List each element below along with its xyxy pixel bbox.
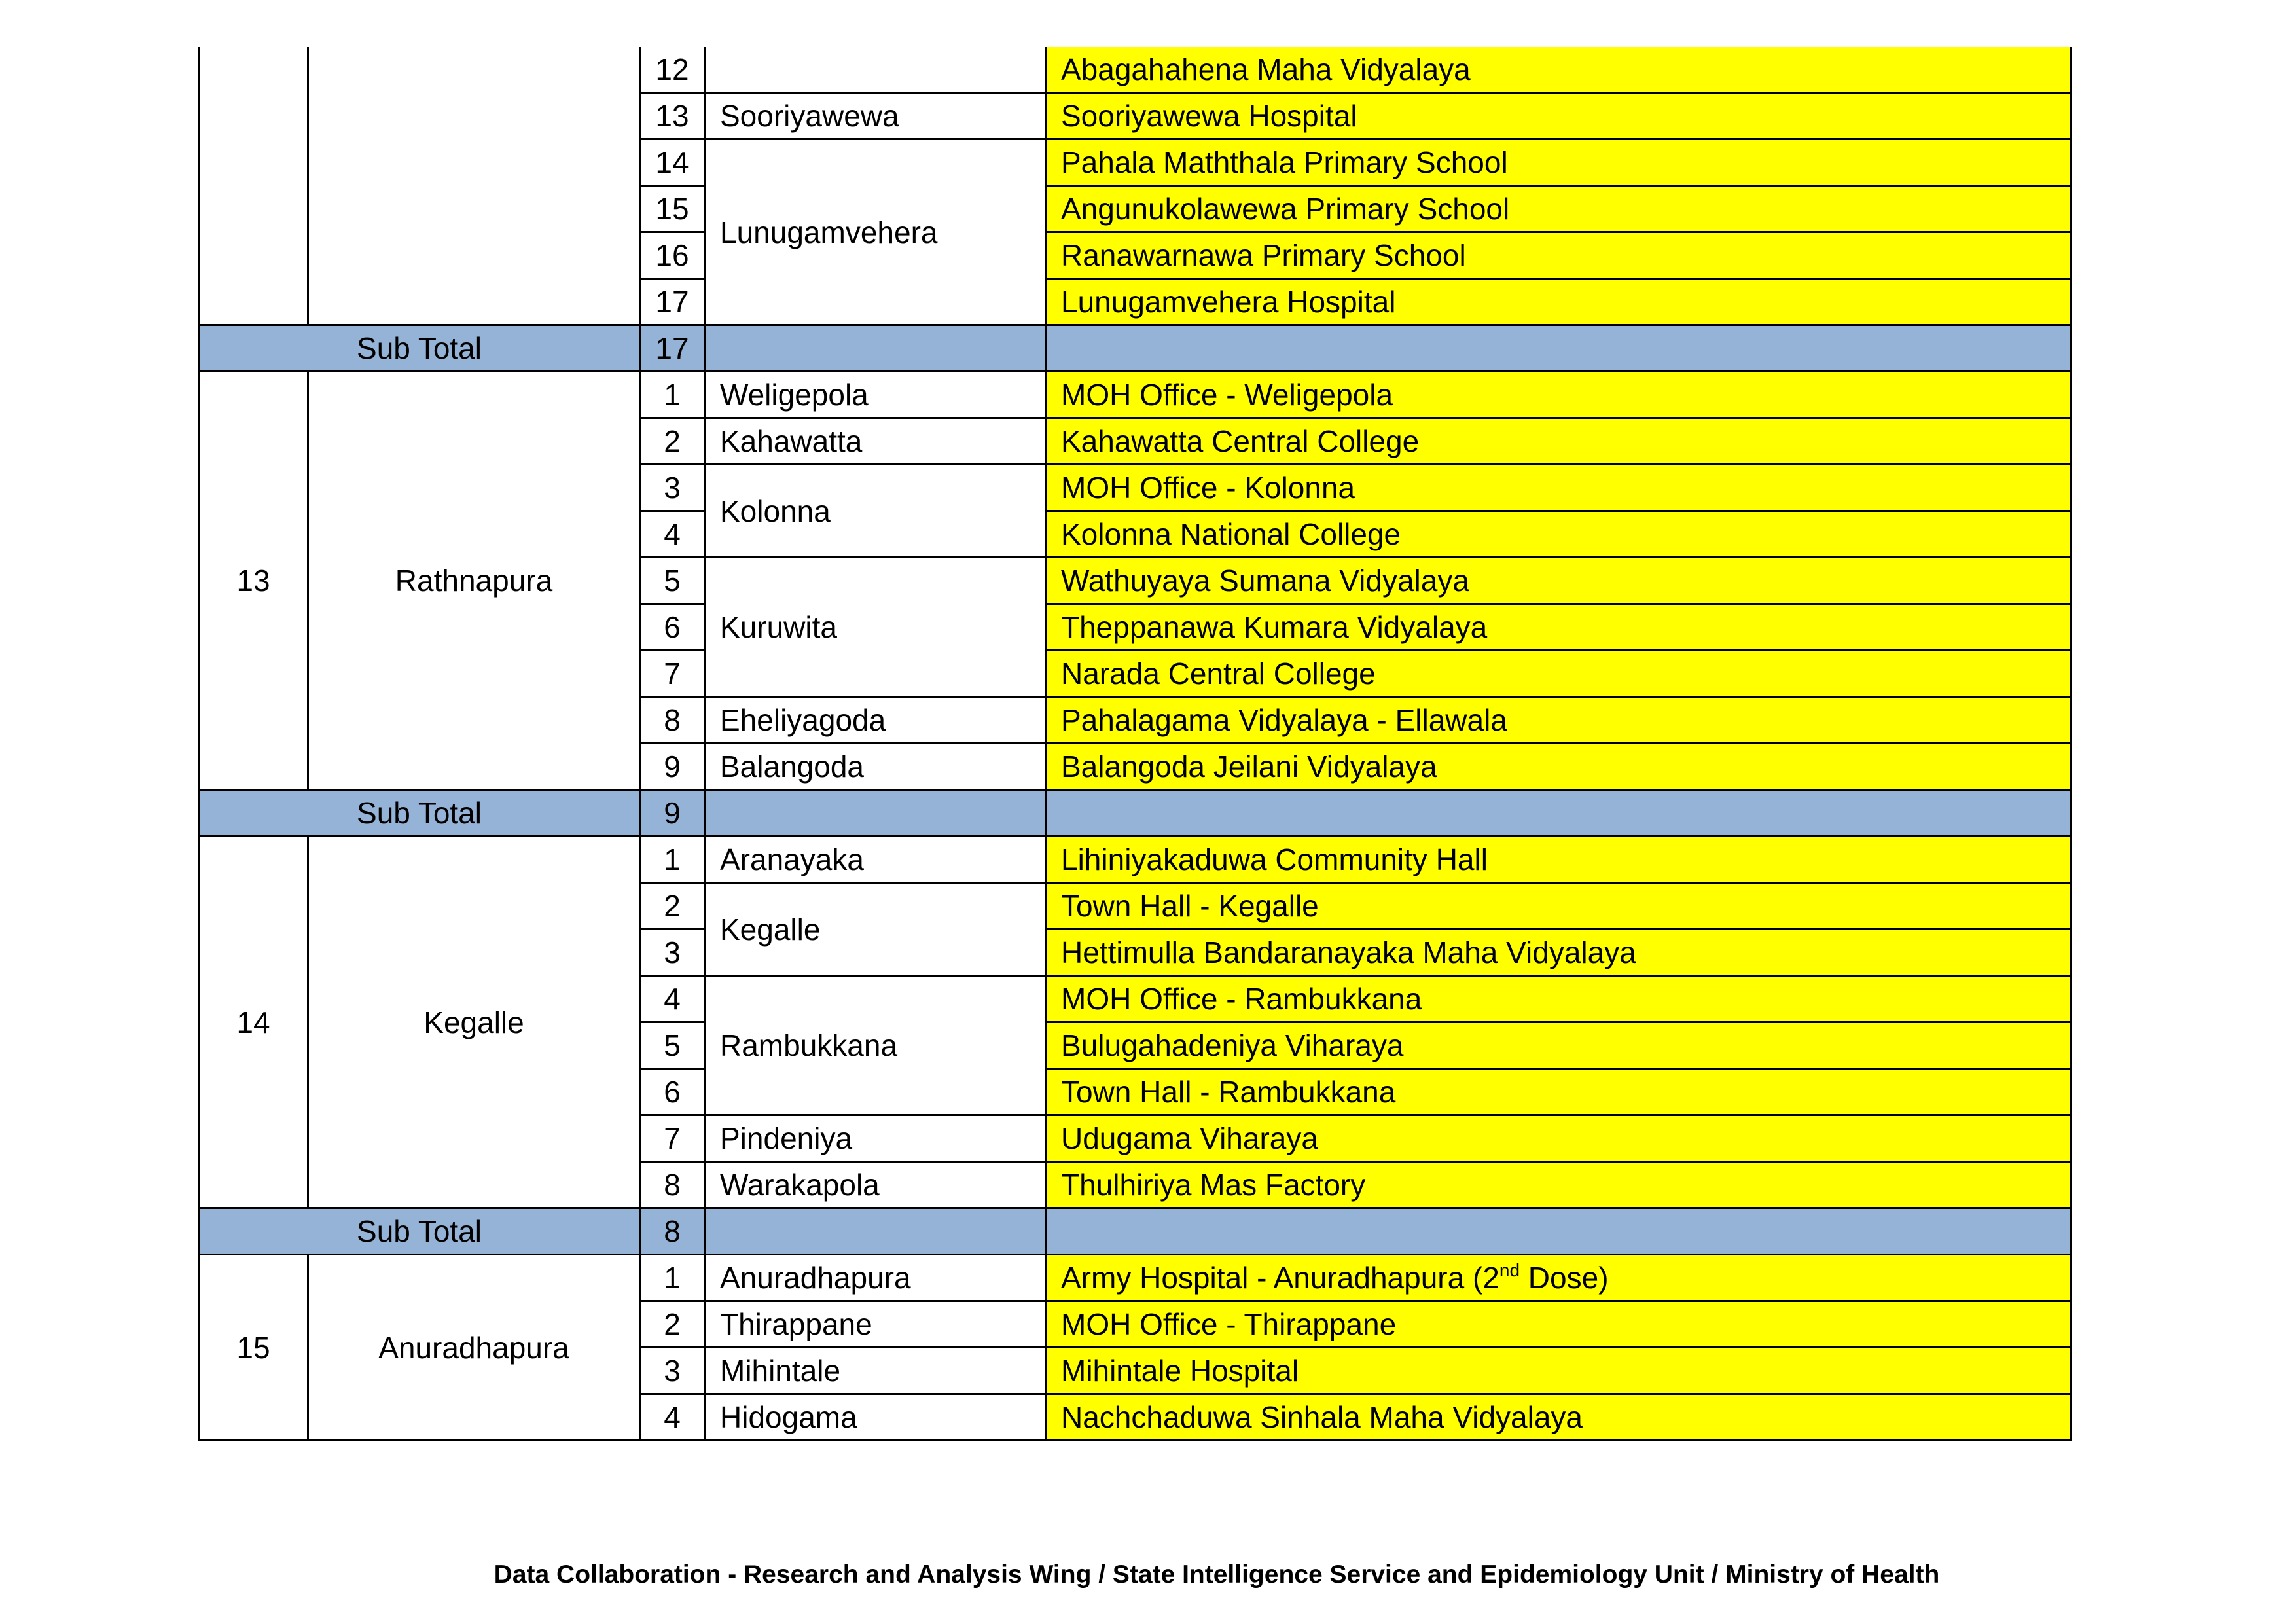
center-text: Army Hospital - Anuradhapura (2: [1061, 1261, 1499, 1295]
row-number: 7: [640, 1115, 705, 1162]
vaccination-center: Udugama Viharaya: [1046, 1115, 2071, 1162]
ordinal-suffix: nd: [1499, 1260, 1520, 1280]
moh-area: [705, 47, 1046, 93]
vaccination-centers-table: [198, 47, 2072, 1441]
row-number: 12: [640, 47, 705, 93]
vaccination-center: Kolonna National College: [1046, 511, 2071, 558]
subtotal-empty: [705, 325, 1046, 372]
subtotal-label: Sub Total: [199, 325, 640, 372]
vaccination-center: Theppanawa Kumara Vidyalaya: [1046, 604, 2071, 651]
moh-area: Balangoda: [705, 744, 1046, 790]
vaccination-center: [1046, 1255, 2071, 1301]
vaccination-center: Abagahahena Maha Vidyalaya: [1046, 47, 2071, 93]
moh-area: Aranayaka: [705, 837, 1046, 883]
vaccination-center: Hettimulla Bandaranayaka Maha Vidyalaya: [1046, 929, 2071, 976]
district-name: Kegalle: [308, 837, 640, 1208]
table-row: [199, 837, 2071, 883]
subtotal-empty: [705, 1208, 1046, 1255]
table-row: [199, 372, 2071, 418]
moh-area: Kahawatta: [705, 418, 1046, 465]
row-number: 13: [640, 93, 705, 139]
row-number: 2: [640, 418, 705, 465]
row-number: 15: [640, 186, 705, 232]
row-number: 14: [640, 139, 705, 186]
district-name: Rathnapura: [308, 372, 640, 790]
moh-area: Kolonna: [705, 465, 1046, 558]
vaccination-center: MOH Office - Thirappane: [1046, 1301, 2071, 1348]
moh-area: Sooriyawewa: [705, 93, 1046, 139]
subtotal-value: 8: [640, 1208, 705, 1255]
moh-area: Eheliyagoda: [705, 697, 1046, 744]
moh-area: Hidogama: [705, 1394, 1046, 1441]
row-number: 7: [640, 651, 705, 697]
row-number: 1: [640, 837, 705, 883]
district-name: Anuradhapura: [308, 1255, 640, 1441]
row-number: 17: [640, 279, 705, 325]
page-footer: Data Collaboration - Research and Analysis Wing / State Intelligence Service and Epidemiology Unit / Ministry of Health: [493, 1561, 1940, 1589]
vaccination-center: MOH Office - Kolonna: [1046, 465, 2071, 511]
moh-area: Kegalle: [705, 883, 1046, 976]
vaccination-center: Narada Central College: [1046, 651, 2071, 697]
row-number: 8: [640, 1162, 705, 1208]
district-number: 15: [199, 1255, 308, 1441]
subtotal-value: 9: [640, 790, 705, 837]
row-number: 6: [640, 604, 705, 651]
vaccination-center: Pahalagama Vidyalaya - Ellawala: [1046, 697, 2071, 744]
vaccination-center: Angunukolawewa Primary School: [1046, 186, 2071, 232]
table-row: [199, 1255, 2071, 1301]
vaccination-center: Town Hall - Rambukkana: [1046, 1069, 2071, 1115]
row-number: 3: [640, 929, 705, 976]
row-number: 4: [640, 511, 705, 558]
subtotal-empty: [1046, 790, 2071, 837]
moh-area: Anuradhapura: [705, 1255, 1046, 1301]
vaccination-center: MOH Office - Weligepola: [1046, 372, 2071, 418]
row-number: 1: [640, 1255, 705, 1301]
vaccination-center: Sooriyawewa Hospital: [1046, 93, 2071, 139]
row-number: 1: [640, 372, 705, 418]
subtotal-row: [199, 325, 2071, 372]
moh-area: Rambukkana: [705, 976, 1046, 1115]
subtotal-empty: [1046, 1208, 2071, 1255]
vaccination-center: Lunugamvehera Hospital: [1046, 279, 2071, 325]
subtotal-row: [199, 790, 2071, 837]
vaccination-center: MOH Office - Rambukkana: [1046, 976, 2071, 1022]
row-number: 2: [640, 883, 705, 929]
vaccination-center: Nachchaduwa Sinhala Maha Vidyalaya: [1046, 1394, 2071, 1441]
vaccination-center: Thulhiriya Mas Factory: [1046, 1162, 2071, 1208]
district-number: 14: [199, 837, 308, 1208]
moh-area: Pindeniya: [705, 1115, 1046, 1162]
vaccination-center: Kahawatta Central College: [1046, 418, 2071, 465]
vaccination-center: Pahala Maththala Primary School: [1046, 139, 2071, 186]
moh-area: Thirappane: [705, 1301, 1046, 1348]
row-number: 3: [640, 465, 705, 511]
moh-area: Lunugamvehera: [705, 139, 1046, 325]
row-number: 5: [640, 558, 705, 604]
subtotal-value: 17: [640, 325, 705, 372]
vaccination-center: Mihintale Hospital: [1046, 1348, 2071, 1394]
district-number: 13: [199, 372, 308, 790]
moh-area: Mihintale: [705, 1348, 1046, 1394]
vaccination-center: Lihiniyakaduwa Community Hall: [1046, 837, 2071, 883]
center-text-tail: Dose): [1520, 1261, 1609, 1295]
subtotal-empty: [1046, 325, 2071, 372]
subtotal-empty: [705, 790, 1046, 837]
subtotal-row: [199, 1208, 2071, 1255]
district-name-cell: [308, 47, 640, 325]
vaccination-center: Bulugahadeniya Viharaya: [1046, 1022, 2071, 1069]
row-number: 9: [640, 744, 705, 790]
moh-area: Weligepola: [705, 372, 1046, 418]
district-number-cell: [199, 47, 308, 325]
moh-area: Kuruwita: [705, 558, 1046, 697]
vaccination-center: Ranawarnawa Primary School: [1046, 232, 2071, 279]
row-number: 2: [640, 1301, 705, 1348]
vaccination-center: Wathuyaya Sumana Vidyalaya: [1046, 558, 2071, 604]
row-number: 6: [640, 1069, 705, 1115]
vaccination-center: Balangoda Jeilani Vidyalaya: [1046, 744, 2071, 790]
table-row: [199, 47, 2071, 93]
row-number: 4: [640, 976, 705, 1022]
row-number: 5: [640, 1022, 705, 1069]
subtotal-label: Sub Total: [199, 790, 640, 837]
vaccination-center: Town Hall - Kegalle: [1046, 883, 2071, 929]
row-number: 16: [640, 232, 705, 279]
subtotal-label: Sub Total: [199, 1208, 640, 1255]
moh-area: Warakapola: [705, 1162, 1046, 1208]
row-number: 8: [640, 697, 705, 744]
row-number: 3: [640, 1348, 705, 1394]
row-number: 4: [640, 1394, 705, 1441]
